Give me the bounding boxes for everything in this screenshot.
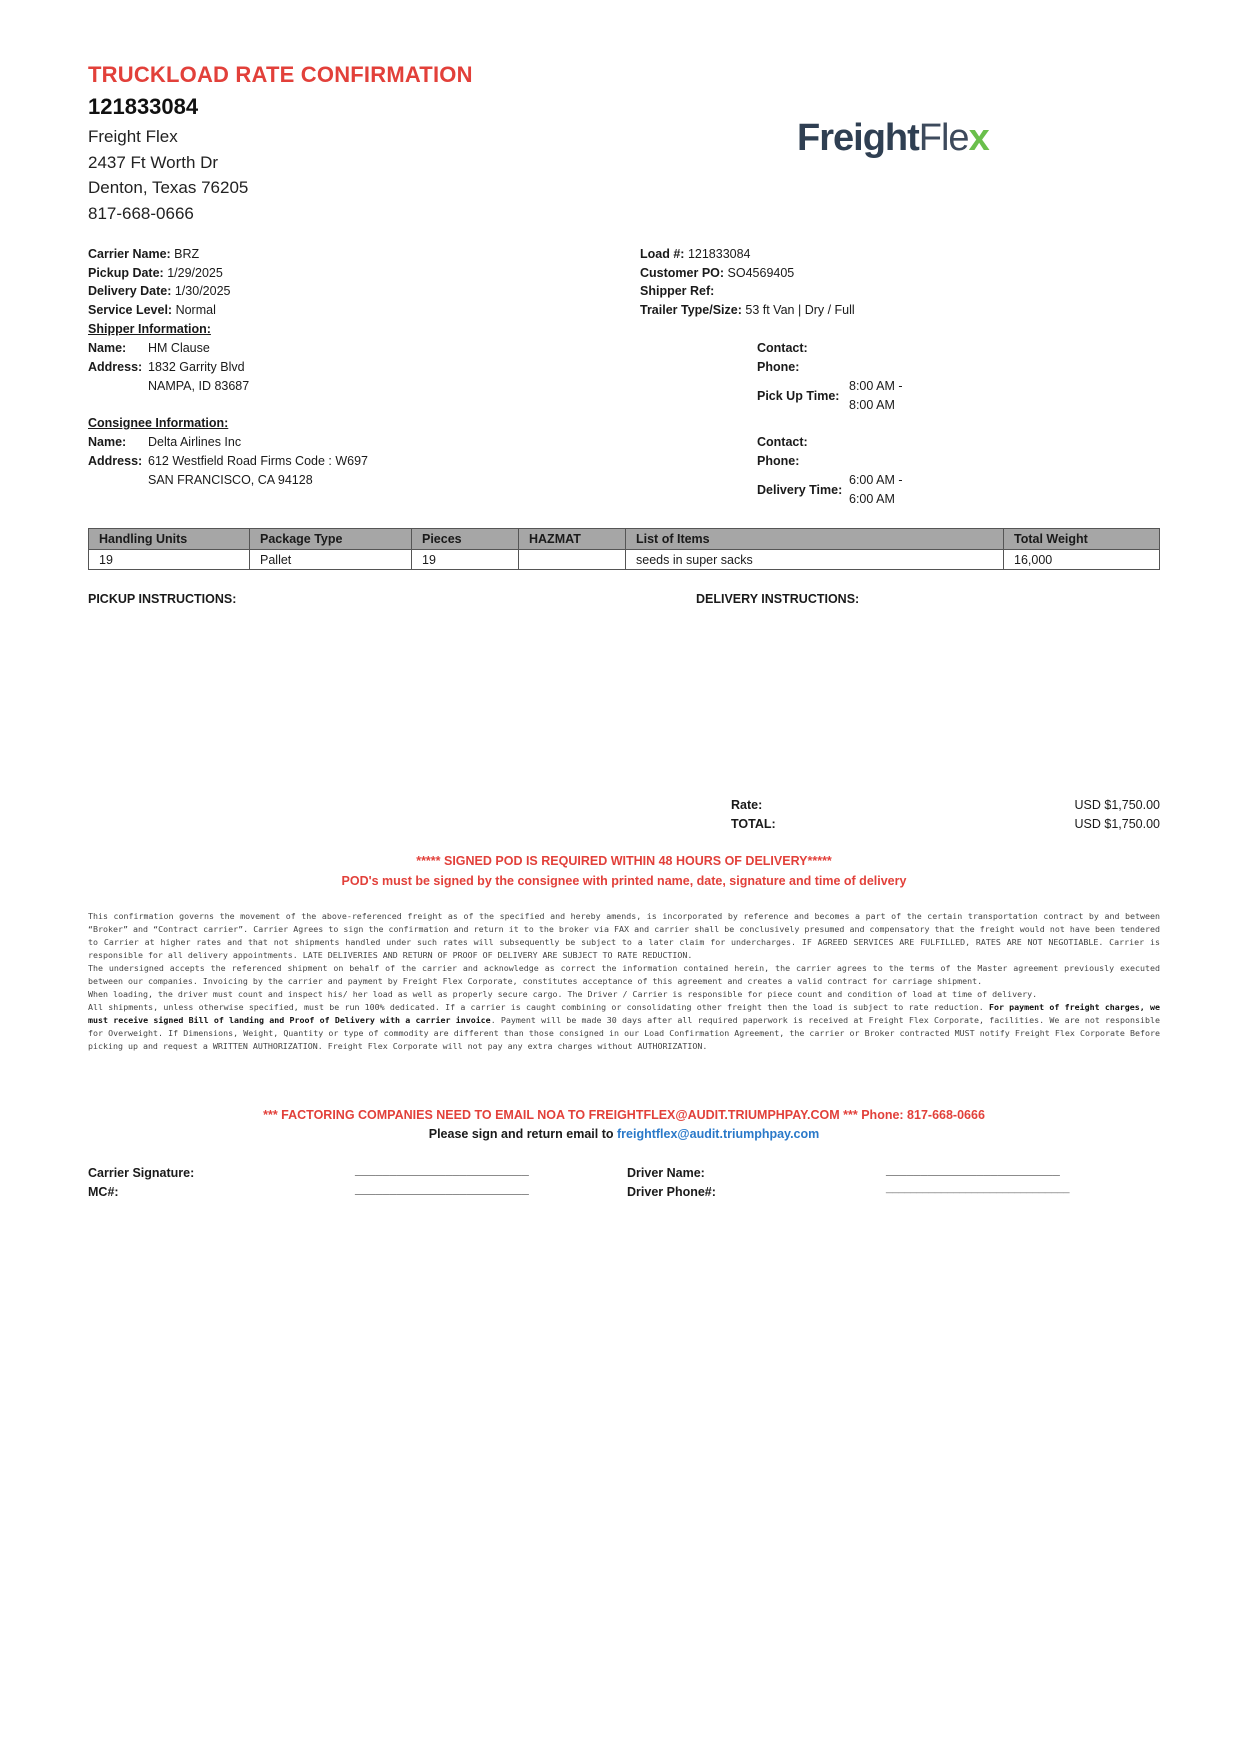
consignee-address-line2: SAN FRANCISCO, CA 94128 <box>148 473 313 487</box>
delivery-date-row <box>88 284 230 298</box>
pickup-time-end: 8:00 AM <box>849 398 895 412</box>
delivery-time-label: Delivery Time: <box>757 483 843 497</box>
return-email-line <box>88 1127 1160 1141</box>
legal-terms <box>88 910 1160 1053</box>
shipper-name-label: Name: <box>88 341 127 355</box>
items-table <box>88 528 1160 570</box>
shipper-contact-label: Contact: <box>757 341 808 355</box>
load-label: Load #: <box>640 247 685 261</box>
carrier-signature-line[interactable]: _________________________ <box>355 1163 529 1177</box>
company-address-line1: 2437 Ft Worth Dr <box>88 152 219 172</box>
load-row <box>640 247 751 261</box>
legal-paragraph <box>88 1001 1160 1053</box>
delivery-date-label: Delivery Date: <box>88 284 172 298</box>
customer-po-row <box>640 266 794 280</box>
logo-text-fle: Fle <box>918 117 969 159</box>
carrier-signature-label: Carrier Signature: <box>88 1166 195 1180</box>
document-title: TRUCKLOAD RATE CONFIRMATION <box>88 62 473 87</box>
driver-phone-line[interactable]: ______________________________ <box>886 1182 1070 1194</box>
items-table-header-row <box>89 529 1160 550</box>
col-header-handling-units: Handling Units <box>89 529 250 550</box>
mc-number-line[interactable]: _________________________ <box>355 1182 529 1196</box>
cell-list-of-items: seeds in super sacks <box>626 550 1004 570</box>
trailer-label: Trailer Type/Size: <box>640 303 742 317</box>
shipper-ref-label: Shipper Ref: <box>640 284 715 298</box>
total-label: TOTAL: <box>731 817 776 831</box>
delivery-time-start: 6:00 AM - <box>849 473 903 487</box>
load-value: 121833084 <box>687 247 751 261</box>
pickup-time-start: 8:00 AM - <box>849 379 903 393</box>
consignee-name-label: Name: <box>88 435 127 449</box>
shipper-name-value: HM Clause <box>148 341 210 355</box>
legal-paragraph: This confirmation governs the movement of the above-referenced freight as of the specified and hereby amends, is incorporated by reference and becomes a part of the certain transportation contract by and between “Broker” and “Contract carrier”. Carrier Agrees to sign the confirmation and return it to the broker via FAX and carrier shall be conclusively presumed and compensatory that the freight would not have been tendered to Carrier at higher rates and that not shipments handled under such rates will subsequently be subject to a later claim for undercharges. IF AGREED SERVICES ARE FULFILLED, RATES ARE NOT NEGOTIABLE. Carrier is responsible for all delivery appointments. LATE DELIVERIES AND RETURN OF PROOF OF DELIVERY ARE SUBJECT TO RATE REDUCTION. <box>88 911 1160 960</box>
delivery-date-value: 1/30/2025 <box>174 284 231 298</box>
cell-handling-units: 19 <box>89 550 250 570</box>
delivery-instructions-label: DELIVERY INSTRUCTIONS: <box>696 592 860 606</box>
company-name: Freight Flex <box>88 127 178 146</box>
cell-pieces: 19 <box>412 550 519 570</box>
service-level-label: Service Level: <box>88 303 173 317</box>
shipper-address-label: Address: <box>88 360 143 374</box>
shipper-address-line1: 1832 Garrity Blvd <box>148 360 245 374</box>
cell-total-weight: 16,000 <box>1004 550 1160 570</box>
col-header-pieces: Pieces <box>412 529 519 550</box>
col-header-hazmat: HAZMAT <box>519 529 626 550</box>
pickup-time-label: Pick Up Time: <box>757 389 840 403</box>
col-header-total-weight: Total Weight <box>1004 529 1160 550</box>
consignee-address-label: Address: <box>88 454 143 468</box>
customer-po-label: Customer PO: <box>640 266 725 280</box>
carrier-name-value: BRZ <box>174 247 200 261</box>
pickup-instructions-label: PICKUP INSTRUCTIONS: <box>88 592 237 606</box>
legal-paragraph: The undersigned accepts the referenced shipment on behalf of the carrier and acknowledge as correct the information contained herein, the carrier agrees to the terms of the Master agreement previously executed between our companies. Invoicing by the carrier and payment by Freight Flex Corporate, constitutes acceptance of this agreement and creates a valid contract for carriage shipment. <box>88 963 1160 986</box>
factoring-notice: *** FACTORING COMPANIES NEED TO EMAIL NOA TO FREIGHTFLEX@AUDIT.TRIUMPHPAY.COM *** Phone: 817-668-0666 <box>263 1108 985 1122</box>
trailer-row <box>640 303 855 317</box>
consignee-name-value: Delta Airlines Inc <box>148 435 242 449</box>
company-address-block <box>88 124 248 226</box>
cell-package-type: Pallet <box>250 550 412 570</box>
delivery-time-end: 6:00 AM <box>849 492 895 506</box>
rate-label: Rate: <box>731 798 763 812</box>
shipper-address-line2: NAMPA, ID 83687 <box>148 379 250 393</box>
service-level-row <box>88 303 216 317</box>
mc-number-label: MC#: <box>88 1185 119 1199</box>
consignee-section-heading: Consignee Information: <box>88 416 229 430</box>
logo-text-freight: Freight <box>797 117 919 159</box>
return-email-link[interactable]: freightflex@audit.triumphpay.com <box>617 1127 820 1141</box>
consignee-address-line1: 612 Westfield Road Firms Code : W697 <box>148 454 369 468</box>
col-header-package-type: Package Type <box>250 529 412 550</box>
driver-phone-label: Driver Phone#: <box>627 1185 716 1199</box>
total-value: USD $1,750.00 <box>1074 817 1160 831</box>
freightflex-logo <box>797 117 989 160</box>
load-number-heading: 121833084 <box>88 94 199 119</box>
driver-name-line[interactable]: _________________________ <box>886 1163 1060 1177</box>
legal-paragraph: When loading, the driver must count and inspect his/ her load as well as properly secure cargo. The Driver / Carrier is responsible for piece count and condition of load at time of delivery. <box>88 989 1038 999</box>
logo-text-x: x <box>968 117 989 159</box>
company-address-line2: Denton, Texas 76205 <box>88 178 249 197</box>
driver-name-label: Driver Name: <box>627 1166 705 1180</box>
legal-payment-requirement: For payment of freight charges, we must receive signed Bill of landing and Proof of Delivery with a carrier invoice <box>88 1002 1161 1025</box>
service-level-value: Normal <box>175 303 216 317</box>
customer-po-value: SO4569405 <box>727 266 795 280</box>
carrier-name-row <box>88 247 199 261</box>
pod-required-notice: ***** SIGNED POD IS REQUIRED WITHIN 48 HOURS OF DELIVERY***** <box>416 854 832 868</box>
rate-value: USD $1,750.00 <box>1074 798 1160 812</box>
legal-dedicated-text: All shipments, unless otherwise specified, must be run 100% dedicated. If a carrier is caught combining or consolidating other freight then the load is subject to rate reduction. <box>88 1002 984 1012</box>
carrier-name-label: Carrier Name: <box>88 247 171 261</box>
shipper-phone-label: Phone: <box>757 360 800 374</box>
legal-payment-terms: . Payment will be made 30 days after all required paperwork is received at Freight Flex Corporate, facilities. We are not responsible for Overweight. If Dimensions, Weight, Quantity or type of commodity are different than those consigned in our Load Confirmation Agreement, the carrier or Broker contracted MUST notify Freight Flex Corporate Before picking up and request a WRITTEN AUTHORIZATION. Freight Flex Corporate will not pay any extra charges without AUTHORIZATION. <box>88 1015 1160 1051</box>
pickup-date-value: 1/29/2025 <box>167 266 223 280</box>
pickup-date-label: Pickup Date: <box>88 266 164 280</box>
cell-hazmat <box>519 550 626 570</box>
pod-signed-notice: POD's must be signed by the consignee with printed name, date, signature and time of delivery <box>341 874 907 888</box>
company-phone: 817-668-0666 <box>88 203 194 223</box>
table-row <box>89 550 1160 570</box>
trailer-value: 53 ft Van | Dry / Full <box>745 303 855 317</box>
col-header-list-of-items: List of Items <box>626 529 1004 550</box>
return-email-text: Please sign and return email to <box>428 1127 617 1141</box>
consignee-phone-label: Phone: <box>757 454 800 468</box>
shipper-ref-row <box>640 284 714 298</box>
consignee-contact-label: Contact: <box>757 435 808 449</box>
pickup-date-row <box>88 266 223 280</box>
shipper-section-heading: Shipper Information: <box>88 322 211 336</box>
